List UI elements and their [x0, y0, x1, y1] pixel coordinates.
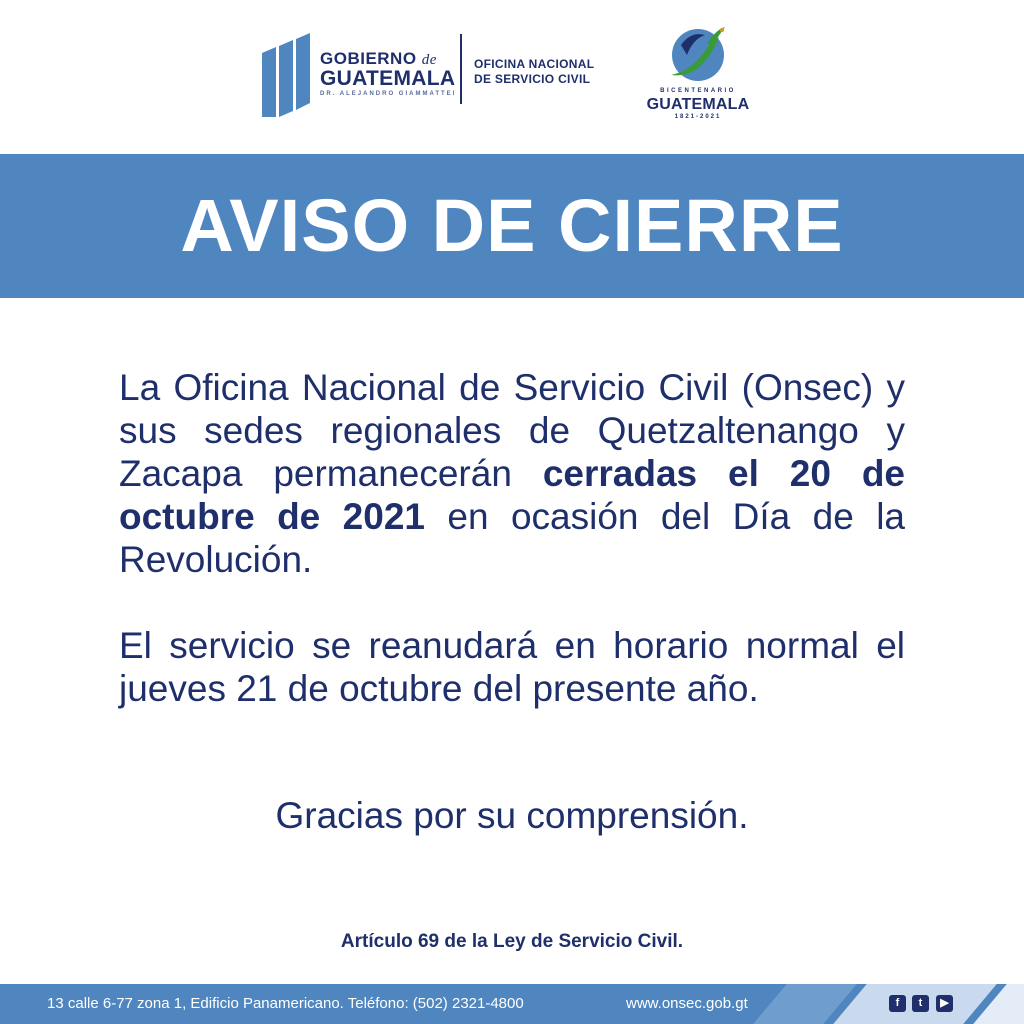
footer-website-link[interactable]: www.onsec.gob.gt: [626, 995, 748, 1012]
thanks-line: Gracias por su comprensión.: [275, 795, 749, 836]
bic-big: GUATEMALA: [646, 96, 750, 113]
legal-reference: Artículo 69 de la Ley de Servicio Civil.: [340, 931, 684, 952]
resume-paragraph: El servicio se reanudará en horario normal el jueves 21 de octubre del presente año.: [119, 625, 905, 709]
notice-title: AVISO DE CIERRE: [180, 184, 844, 267]
onsec-line2: DE SERVICIO CIVIL: [474, 72, 591, 86]
facebook-icon[interactable]: f: [889, 995, 906, 1012]
p1-text-b: en ocasión del Día de la Revolución.: [119, 496, 905, 580]
gov-line1: GOBIERNO: [320, 49, 417, 68]
closure-paragraph: [119, 366, 905, 581]
youtube-icon[interactable]: ▶: [936, 995, 953, 1012]
gov-line2: GUATEMALA: [320, 67, 456, 90]
bic-small: BICENTENARIO: [660, 88, 736, 94]
twitter-icon[interactable]: t: [912, 995, 929, 1012]
bicentenario-emblem: [663, 25, 733, 87]
header-divider: [460, 34, 462, 104]
onsec-line1: OFICINA NACIONAL: [474, 57, 595, 71]
bic-years: 1821-2021: [674, 114, 722, 120]
gov-de: de: [421, 52, 437, 68]
footer: [0, 984, 1024, 1024]
closure-date-bold: cerradas el 20 de octubre de 2021: [119, 453, 905, 537]
government-wordmark: [320, 50, 456, 99]
gov-line3: DR. ALEJANDRO GIAMMATTEI: [320, 91, 457, 97]
government-pillars-logo: [262, 33, 310, 117]
onsec-wordmark: [474, 57, 594, 87]
header: [0, 0, 1024, 154]
p1-text-a: La Oficina Nacional de Servicio Civil (Onsec) y sus sedes regionales de Quetzaltenango y Zacapa permanecerán: [119, 367, 905, 494]
title-banner: [0, 154, 1024, 298]
bicentenario-wordmark: [630, 87, 766, 122]
footer-address: 13 calle 6-77 zona 1, Edificio Panamericano. Teléfono: (502) 2321-4800: [47, 995, 524, 1012]
